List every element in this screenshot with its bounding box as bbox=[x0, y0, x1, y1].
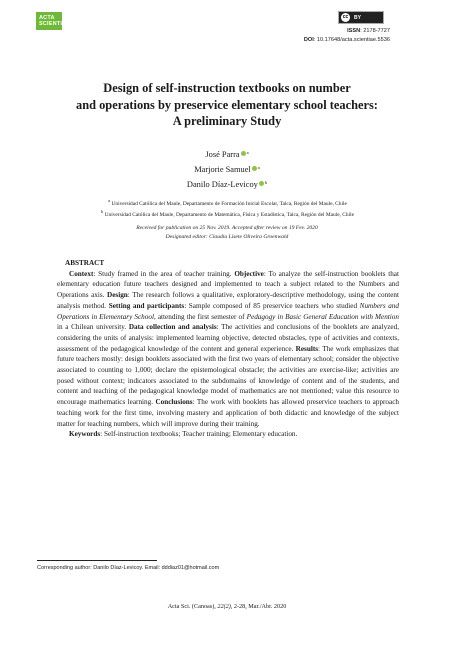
doi-line: DOI: 10.17648/acta.scientiae.5536 bbox=[303, 37, 390, 43]
journal-logo bbox=[36, 12, 71, 30]
author-list bbox=[150, 146, 304, 191]
page-footer: Acta Sci. (Canoas), 22(2), 2-28, Mar./Abr. 2020 bbox=[167, 603, 287, 610]
title-line3: A preliminary Study bbox=[172, 114, 282, 128]
orcid-icon[interactable] bbox=[252, 166, 257, 171]
issn-line: ISSN: 2178-7727 bbox=[347, 28, 390, 34]
orcid-icon[interactable] bbox=[259, 181, 264, 186]
by-label: BY bbox=[354, 14, 361, 21]
cc-icon: cc bbox=[342, 14, 349, 20]
orcid-icon[interactable] bbox=[241, 151, 246, 156]
abstract bbox=[57, 258, 399, 440]
abstract-heading: ABSTRACT bbox=[65, 259, 105, 267]
affiliation: $^a$ Universidad Católica del Maule, Departamento de Formación Inicial Escolar, Talca, Región del Maule, Chile bbox=[108, 198, 347, 207]
license-badge[interactable] bbox=[338, 11, 384, 24]
author: Marjorie Samuel $^a$ bbox=[194, 165, 260, 174]
affiliations bbox=[40, 197, 414, 220]
author: José Parra $^a$ bbox=[205, 150, 249, 159]
title-line1: Design of self-instruction textbooks on number bbox=[103, 81, 351, 95]
logo-line1: ACTA bbox=[39, 15, 55, 21]
title-line2: and operations by preservice elementary school teachers: bbox=[76, 97, 378, 112]
keywords: Keywords: Self-instruction textbooks; Teacher training; Elementary education. bbox=[69, 430, 298, 439]
article-meta bbox=[304, 27, 390, 45]
corresponding-author: Corresponding author: Danilo Díaz-Levicoy. Email: dddiaz01@hotmail.com bbox=[37, 565, 220, 571]
author: Danilo Díaz-Levicoy $^b$ bbox=[186, 180, 268, 189]
paper-title bbox=[40, 80, 414, 130]
footnote-rule bbox=[37, 560, 157, 561]
affiliation: $^b$ Universidad Católica del Maule, Departamento de Matemática, Física y Estadística, Talca, Región del Maule, Chile bbox=[101, 209, 354, 219]
abstract-body: Context: Study framed in the area of teacher training. Objective: To analyze the self-instruction booklets that elementary education future teachers designed and implemented to teach a subject related to the Numbers and Operations axis. Design: The research follows a qualitative, exploratory-descriptive methodology, using the content analysis method. Setting and participants: Sample composed of 85 preservice teachers who studied Numbers and Operations in Elementary School, attending the first semester of Pedagogy in Basic General Education with Mention in a Chilean university. Data collection and analysis: The activities and conclusions of the booklets are analyzed, considering the units of analysis: implemented learning objective, detected obstacles, type of activities and contexts, assessment of the pedagogical knowledge of the content and general experience. Results: The work emphasizes that future teachers mostly: design booklets associated with the first two years of elementary school; consider the objective associated to counting to 1,000; declare the epistemological obstacle; the activities are exercise-like; activities are posed without context; indicators associated to the subdomains of knowledge of content and of the students, and content and teaching of the pedagogical knowledge model of mathematics are not mentioned; value this resource to encourage mathematics learning. Conclusions: The work with booklets has allowed preservice teachers to approach teaching work for the first time, involving mastery and application of both didactic and knowledge of the subject matter for teaching numbers, which will improve during their training. bbox=[57, 269, 399, 428]
logo-line2: SCIENTIAE bbox=[39, 21, 71, 27]
received-note: Received for publication on 25 Nov. 2019. Accepted after review on 19 Fev. 2020 Designated editor: Claudia Lisete Oliveira Groenwald bbox=[136, 225, 318, 240]
